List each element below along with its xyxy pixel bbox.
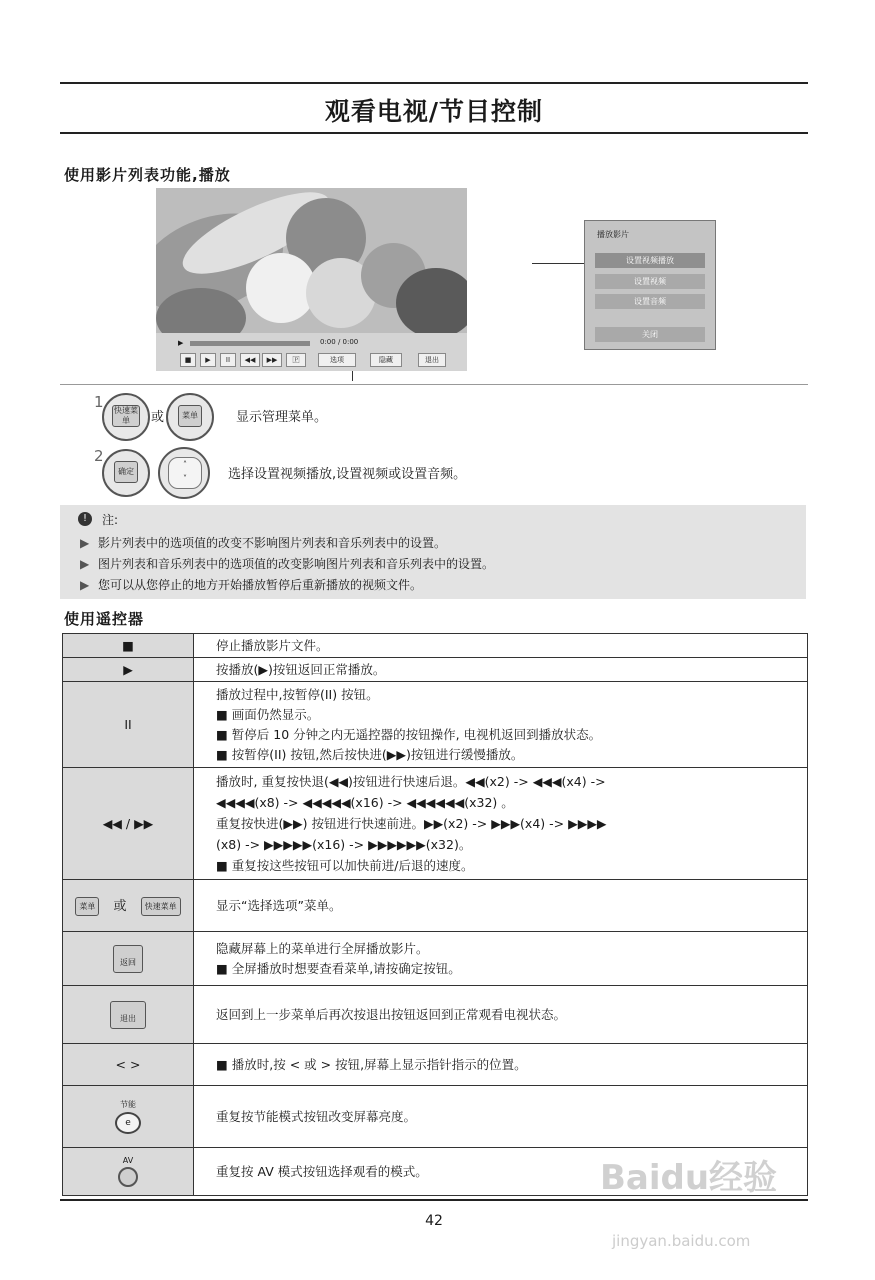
desc-line: 播放时, 重复按快退(◀◀)按钮进行快速后退。◀◀(x2) -> ◀◀◀(x4) ->: [216, 774, 606, 789]
note-item-text: 影片列表中的选项值的改变不影响图片列表和音乐列表中的设置。: [98, 536, 447, 550]
up-down-arrows-icon: ˄ ˅: [168, 457, 202, 489]
pointer-line: [352, 371, 353, 381]
menu-item-video[interactable]: 设置视频: [595, 274, 705, 289]
option-button[interactable]: 选项: [318, 353, 356, 367]
rew-ff-key-cell: ◀◀ / ▶▶: [63, 768, 194, 880]
pause-button[interactable]: II: [220, 353, 236, 367]
bullet-triangle-icon: ▶: [80, 536, 90, 550]
section-rule: [60, 384, 808, 385]
play-indicator-icon: ▶: [178, 339, 184, 347]
table-row: [63, 880, 808, 932]
desc-line: 重复按快进(▶▶) 按钮进行快速前进。▶▶(x2) -> ▶▶▶(x4) -> ▶▶▶▶: [216, 816, 607, 831]
note-item: [80, 555, 494, 572]
rewind-button[interactable]: ◀◀: [240, 353, 260, 367]
av-key-label: AV: [122, 1156, 134, 1165]
menu-title: 播放影片: [597, 230, 629, 239]
eco-leaf-icon[interactable]: e: [115, 1112, 141, 1134]
bullet-triangle-icon: ▶: [80, 578, 90, 592]
menu-close-button[interactable]: 关闭: [595, 327, 705, 342]
menu-key-label: 菜单: [178, 405, 202, 427]
quick-menu-key-icon[interactable]: [102, 393, 150, 441]
desc-line: 停止播放影片文件。: [216, 637, 329, 653]
desc-line: 重复按节能模式按钮改变屏幕亮度。: [216, 1108, 417, 1124]
player-bar: [156, 333, 467, 371]
energy-key-cell: [63, 1086, 194, 1148]
desc-line: 重复按 AV 模式按钮选择观看的模式。: [216, 1163, 428, 1179]
desc-line: ■ 画面仍然显示。: [216, 706, 320, 722]
back-key-cell: [63, 932, 194, 986]
table-row: [63, 1086, 808, 1148]
row-description: [194, 1044, 808, 1086]
stop-button[interactable]: ■: [180, 353, 196, 367]
desc-line: 按播放(▶)按钮返回正常播放。: [216, 661, 386, 677]
desc-line: 显示“选择选项”菜单。: [216, 897, 342, 913]
page-number: 42: [425, 1213, 443, 1229]
bottom-rule: [60, 1199, 808, 1201]
desc-line: ■ 暂停后 10 分钟之内无遥控器的按钮操作, 电视机返回到播放状态。: [216, 726, 602, 742]
play-key-cell: ▶: [63, 658, 194, 682]
remote-control-table: [62, 633, 808, 1196]
table-row: [63, 768, 808, 880]
step-2-number: 2: [94, 447, 104, 465]
fast-forward-button[interactable]: ▶▶: [262, 353, 282, 367]
menu-key-button[interactable]: 菜单: [75, 897, 99, 916]
row-description: [194, 986, 808, 1044]
row-description: [194, 880, 808, 932]
movie-menu: [584, 220, 716, 350]
note-item: [80, 534, 446, 551]
left-right-key-cell: < >: [63, 1044, 194, 1086]
menu-item-video-play[interactable]: 设置视频播放: [595, 253, 705, 268]
energy-key-label: 节能: [120, 1100, 136, 1109]
energy-button[interactable]: 🄿: [286, 353, 306, 367]
watermark-url: jingyan.baidu.com: [612, 1232, 751, 1250]
av-round-button-icon[interactable]: [118, 1167, 138, 1187]
connector-line: [532, 263, 584, 264]
av-key-cell: [63, 1148, 194, 1196]
table-row: [63, 1044, 808, 1086]
back-key-icon[interactable]: 返回: [113, 945, 143, 973]
row-description: [194, 1086, 808, 1148]
play-button[interactable]: ▶: [200, 353, 216, 367]
desc-line: ◀◀◀◀(x8) -> ◀◀◀◀◀(x16) -> ◀◀◀◀◀◀(x32) 。: [216, 795, 514, 810]
table-row: [63, 986, 808, 1044]
menu-keys-cell: [63, 880, 194, 932]
table-row: [63, 932, 808, 986]
table-row: [63, 634, 808, 658]
desc-line: (x8) -> ▶▶▶▶▶(x16) -> ▶▶▶▶▶▶(x32)。: [216, 837, 472, 852]
quick-menu-key-label: 快速菜单: [114, 406, 138, 425]
up-down-key-icon[interactable]: [158, 447, 210, 499]
table-row: [63, 682, 808, 768]
row-description: [194, 768, 808, 880]
quick-menu-key-button[interactable]: 快速菜单: [141, 897, 181, 916]
exit-key-cell: [63, 986, 194, 1044]
row-description: [194, 682, 808, 768]
bullet-triangle-icon: ▶: [80, 557, 90, 571]
tv-screenshot: [156, 188, 467, 371]
section2-title: 使用遥控器: [64, 610, 145, 628]
table-row: [63, 658, 808, 682]
desc-line: ■ 播放时,按 < 或 > 按钮,屏幕上显示指针指示的位置。: [216, 1056, 527, 1072]
time-readout: 0:00 / 0:00: [320, 338, 359, 346]
note-info-icon: !: [78, 512, 92, 526]
desc-line: ■ 重复按这些按钮可以加快前进/后退的速度。: [216, 858, 474, 873]
top-rule: [60, 82, 808, 84]
watermark-logo: Baidu经验: [600, 1158, 778, 1198]
progress-bar[interactable]: [190, 341, 310, 346]
exit-key-icon[interactable]: 退出: [110, 1001, 146, 1029]
or-text: 或: [113, 899, 127, 914]
note-item: [80, 576, 422, 593]
hide-button[interactable]: 隐藏: [370, 353, 402, 367]
note-box: [60, 505, 806, 599]
ok-key-label: 确定: [114, 461, 138, 483]
desc-line: 隐藏屏幕上的菜单进行全屏播放影片。: [216, 940, 429, 956]
pause-key-cell: II: [63, 682, 194, 768]
ok-key-icon[interactable]: [102, 449, 150, 497]
stop-key-cell: ■: [63, 634, 194, 658]
menu-key-icon[interactable]: [166, 393, 214, 441]
section1-title: 使用影片列表功能,播放: [64, 166, 231, 184]
desc-line: ■ 按暂停(II) 按钮,然后按快进(▶▶)按钮进行缓慢播放。: [216, 746, 524, 762]
step-2-text: 选择设置视频播放,设置视频或设置音频。: [228, 467, 467, 482]
row-description: [194, 658, 808, 682]
desc-line: 返回到上一步菜单后再次按退出按钮返回到正常观看电视状态。: [216, 1006, 567, 1022]
title-rule: [60, 132, 808, 134]
row-description: [194, 634, 808, 658]
note-title: 注:: [102, 513, 119, 527]
menu-item-audio[interactable]: 设置音频: [595, 294, 705, 309]
desc-line: ■ 全屏播放时想要查看菜单,请按确定按钮。: [216, 960, 461, 976]
dark-fruit: [396, 268, 467, 338]
exit-button[interactable]: 退出: [418, 353, 446, 367]
note-item-text: 图片列表和音乐列表中的选项值的改变影响图片列表和音乐列表中的设置。: [98, 557, 495, 571]
page-title: 观看电视/节目控制: [324, 97, 544, 126]
desc-line: 播放过程中,按暂停(II) 按钮。: [216, 686, 379, 702]
note-item-text: 您可以从您停止的地方开始播放暂停后重新播放的视频文件。: [98, 578, 423, 592]
step-1-number: 1: [94, 393, 104, 411]
row-description: [194, 932, 808, 986]
step-1-or: 或: [151, 410, 165, 425]
step-1-text: 显示管理菜单。: [236, 410, 328, 425]
